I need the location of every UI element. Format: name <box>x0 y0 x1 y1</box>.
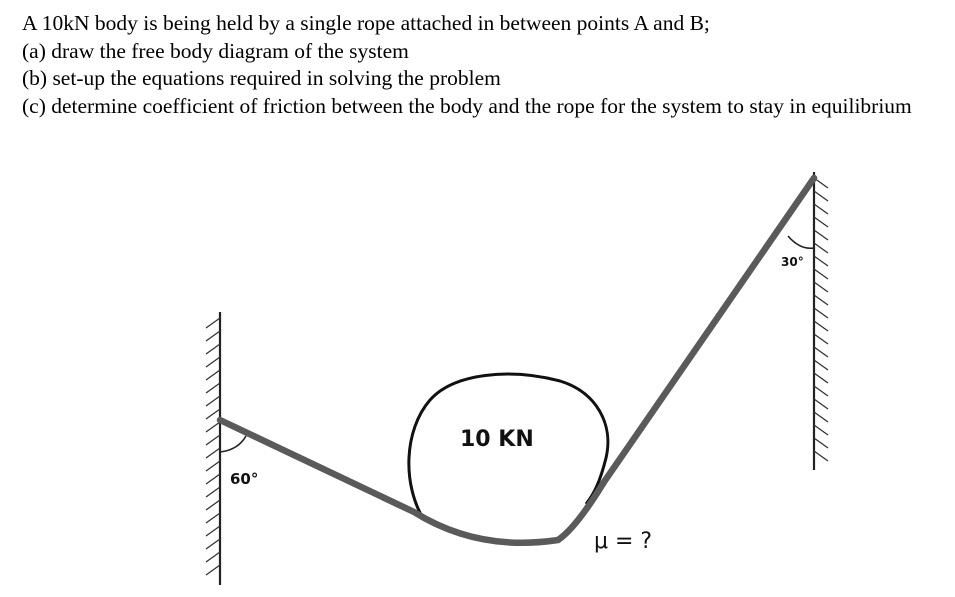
body-weight-label: 10 KN <box>460 427 534 452</box>
left-wall <box>206 312 220 585</box>
problem-part-a: (a) draw the free body diagram of the system <box>22 38 409 63</box>
left-angle-arc <box>220 436 246 452</box>
problem-part-c: (c) determine coefficient of friction between the body and the rope for the system to stay in equilibrium <box>22 93 912 118</box>
problem-intro: A 10kN body is being held by a single rope attached in between points A and B; <box>22 11 710 35</box>
left-angle-label: 60° <box>230 470 259 488</box>
problem-part-b: (b) set-up the equations required in solving the problem <box>22 66 501 90</box>
right-angle-label: 30° <box>781 255 804 269</box>
right-wall-hatching <box>814 178 828 461</box>
friction-coefficient-label: μ = ? <box>594 529 653 554</box>
left-wall-hatching <box>206 318 220 575</box>
right-angle-arc <box>788 236 814 248</box>
right-wall <box>814 172 828 470</box>
rope <box>220 178 814 543</box>
